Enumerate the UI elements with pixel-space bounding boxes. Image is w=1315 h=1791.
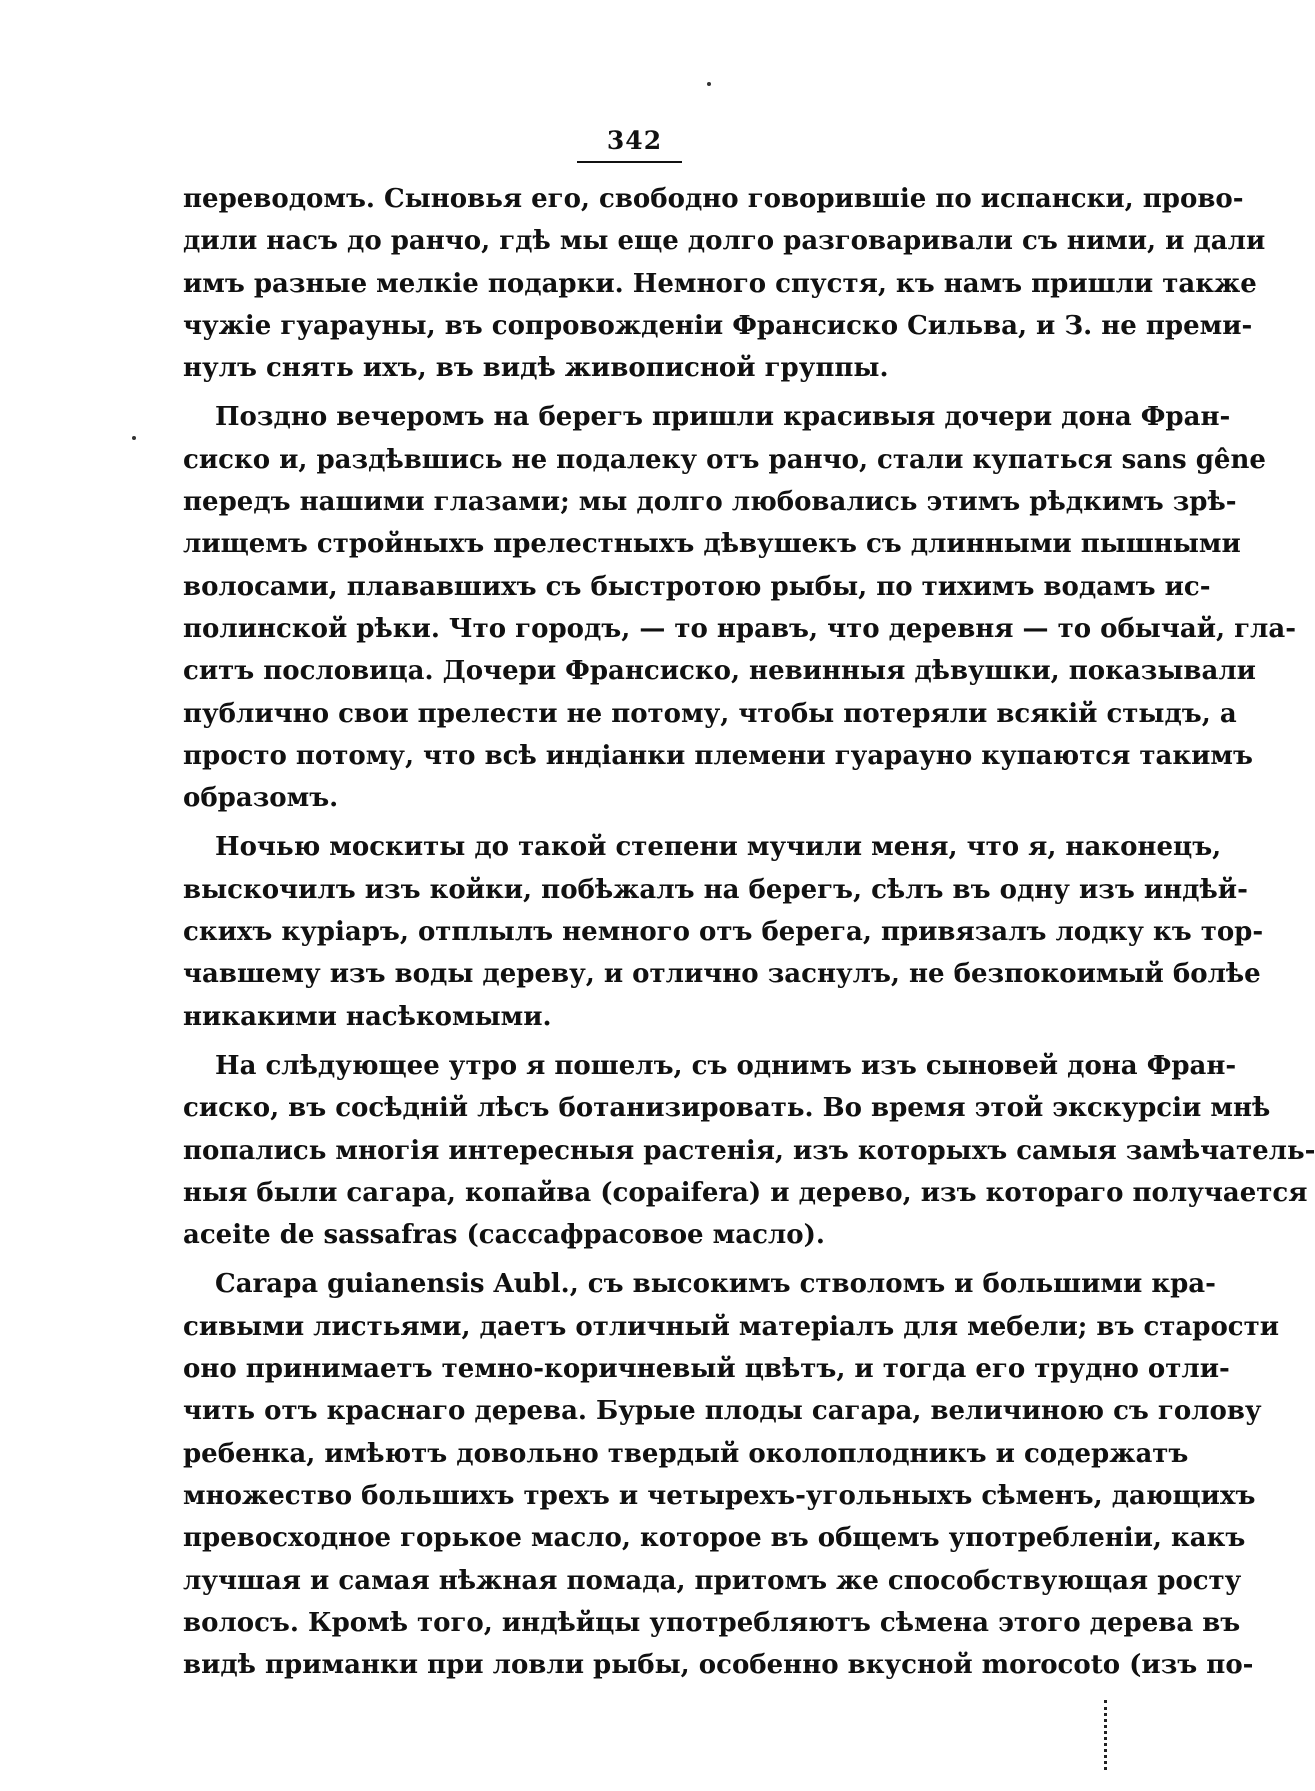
- text-line: оно принимаетъ темно-коричневый цвѣтъ, и тогда его трудно отли-: [183, 1354, 1230, 1385]
- text-line: просто потому, что всѣ индіанки племени гуарауно купаются такимъ: [183, 740, 1253, 771]
- paragraph: [183, 396, 1297, 819]
- paragraph: [183, 1263, 1280, 1686]
- edge-mark: [1104, 1700, 1110, 1770]
- text-line: видѣ приманки при ловли рыбы, особенно вкусной morocoto (изъ по-: [183, 1650, 1254, 1681]
- text-line: сиско, въ сосѣдній лѣсъ ботанизировать. Во время этой экскурсіи мнѣ: [183, 1093, 1271, 1124]
- text-line: На слѣдующее утро я пошелъ, съ однимъ изъ сыновей дона Фран-: [215, 1050, 1237, 1081]
- text-line: дили насъ до ранчо, гдѣ мы еще долго разговаривали съ ними, и дали: [183, 226, 1266, 257]
- text-line: множество большихъ трехъ и четырехъ-угольныхъ сѣменъ, дающихъ: [183, 1480, 1256, 1511]
- text-line: чужіе гуарауны, въ сопровожденіи Франсиско Сильва, и З. не преми-: [183, 310, 1253, 341]
- text-line: передъ нашими глазами; мы долго любовались этимъ рѣдкимъ зрѣ-: [183, 487, 1237, 518]
- text-line: волосъ. Кромѣ того, индѣйцы употребляютъ сѣмена этого дерева въ: [183, 1607, 1241, 1638]
- text-line: ситъ пословица. Дочери Франсиско, невинныя дѣвушки, показывали: [183, 656, 1256, 687]
- text-line: Ночью москиты до такой степени мучили меня, что я, наконецъ,: [215, 832, 1222, 863]
- text-line: превосходное горькое масло, которое въ общемъ употребленіи, какъ: [183, 1523, 1246, 1554]
- page-number-rule: [577, 161, 682, 163]
- text-line: сивыми листьями, даетъ отличный матеріалъ для мебели; въ старости: [183, 1311, 1280, 1342]
- text-line: попались многія интересныя растенія, изъ которыхъ самыя замѣчатель-: [183, 1135, 1315, 1166]
- text-line: чавшему изъ воды дереву, и отлично заснулъ, не безпокоимый болѣе: [183, 959, 1261, 990]
- text-line: имъ разные мелкіе подарки. Немного спустя, къ намъ пришли также: [183, 268, 1257, 299]
- text-line: чить отъ краснаго дерева. Бурые плоды сагара, величиною съ голову: [183, 1396, 1262, 1427]
- ink-speck: [132, 436, 136, 440]
- text-line: публично свои прелести не потому, чтобы потеряли всякій стыдъ, а: [183, 698, 1237, 729]
- text-line: ныя были сагара, копайва (copaifera) и дерево, изъ котораго получается: [183, 1177, 1308, 1208]
- paragraph: [183, 1045, 1315, 1256]
- ink-speck: [707, 82, 711, 86]
- text-line: сиско и, раздѣвшись не подалеку отъ ранчо, стали купаться sans gêne: [183, 444, 1266, 475]
- text-line: Поздно вечеромъ на берегъ пришли красивыя дочери дона Фран-: [215, 402, 1231, 433]
- text-line: скихъ куріаръ, отплылъ немного отъ берега, привязалъ лодку къ тор-: [183, 917, 1264, 948]
- text-line: образомъ.: [183, 783, 339, 814]
- text-line: переводомъ. Сыновья его, свободно говорившіе по испански, прово-: [183, 184, 1244, 214]
- text-line: выскочилъ изъ койки, побѣжалъ на берегъ, сѣлъ въ одну изъ индѣй-: [183, 874, 1248, 905]
- paragraph: [183, 826, 1264, 1037]
- text-line: никакими насѣкомыми.: [183, 1001, 552, 1032]
- body-text: [183, 178, 1315, 1693]
- text-line: лищемъ стройныхъ прелестныхъ дѣвушекъ съ длинными пышными: [183, 529, 1241, 560]
- page-number: 342: [606, 126, 663, 155]
- text-line: Carapa guianensis Aubl., съ высокимъ стволомъ и большими кра-: [215, 1269, 1216, 1300]
- text-line: лучшая и самая нѣжная помада, притомъ же способствующая росту: [183, 1565, 1242, 1596]
- text-line: полинской рѣки. Что городъ, — то нравъ, что деревня — то обычай, гла-: [183, 613, 1297, 644]
- text-line: волосами, плававшихъ съ быстротою рыбы, по тихимъ водамъ ис-: [183, 571, 1211, 602]
- text-line: aceite de sassafras (сассафрасовое масло).: [183, 1220, 825, 1251]
- text-line: ребенка, имѣютъ довольно твердый околоплодникъ и содержатъ: [183, 1438, 1189, 1469]
- paragraph: [183, 178, 1266, 389]
- text-line: нулъ снять ихъ, въ видѣ живописной группы.: [183, 353, 889, 384]
